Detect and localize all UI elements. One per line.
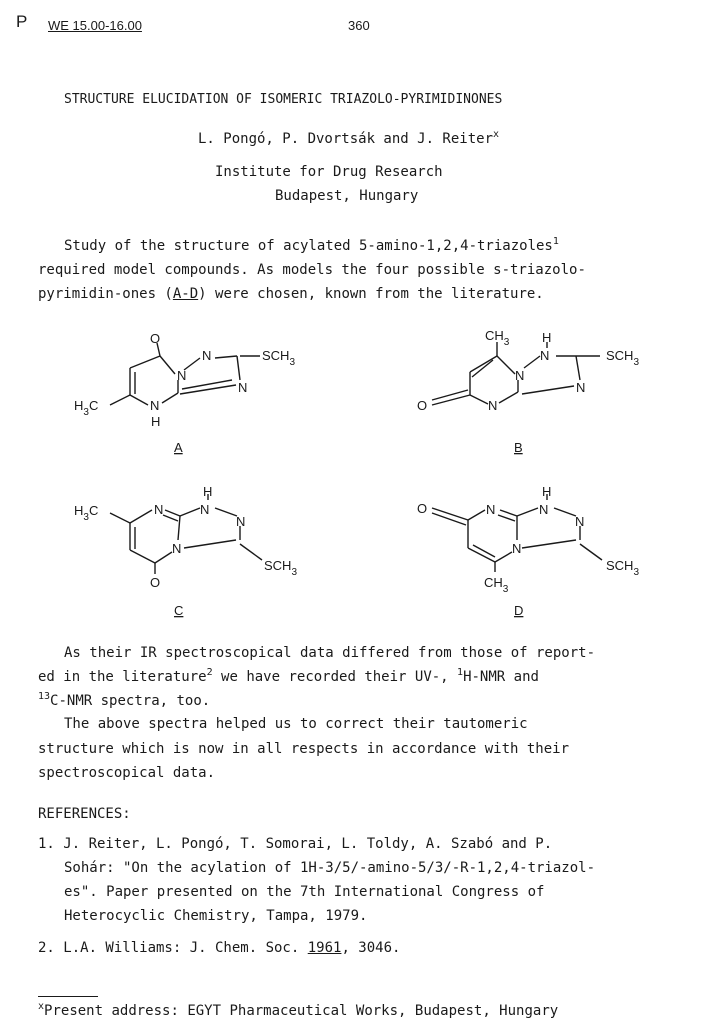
- a-atom-o: O: [150, 331, 161, 346]
- structure-a: [74, 331, 295, 455]
- a-group-h3c: $H_3C$: [74, 398, 99, 418]
- body-p1-line-1: As their IR spectroscopical data differed from those of report-: [64, 645, 596, 661]
- d-atom-o: O: [417, 501, 428, 516]
- b-atom-o: O: [417, 398, 428, 413]
- d-atom-n4: N: [512, 541, 522, 556]
- body-p1-line-3-text: C-NMR spectra, too.: [50, 693, 211, 709]
- reference-2-post: , 3046.: [341, 940, 401, 956]
- author-footnote-mark: x: [493, 129, 500, 140]
- c-atom-n4: N: [172, 541, 182, 556]
- institute: Institute for Drug Research: [215, 164, 443, 180]
- section-letter: P: [16, 12, 28, 31]
- d-atom-n2: N: [539, 502, 549, 517]
- b-atom-n1: N: [515, 368, 525, 383]
- intro-line-1-text: Study of the structure of acylated 5-amino-1,2,4-triazoles: [64, 238, 553, 254]
- c-atom-h: H: [203, 484, 213, 499]
- city: Budapest, Hungary: [275, 188, 419, 204]
- b-atom-n2: N: [540, 348, 550, 363]
- b-group-sch3: $SCH_3$: [606, 348, 640, 368]
- a-atom-n1: N: [177, 368, 187, 383]
- footnote-text: Present address: EGYT Pharmaceutical Works, Budapest, Hungary: [44, 1003, 559, 1019]
- intro-line-3-post: ) were chosen, known from the literature.: [198, 286, 544, 302]
- footnote: [38, 1003, 558, 1019]
- c-atom-o: O: [150, 575, 161, 590]
- reference-1-line-2: Sohár: "On the acylation of 1H-3/5/-amino-5/3/-R-1,2,4-triazol-: [64, 860, 596, 876]
- reference-1-line-3: es". Paper presented on the 7th International Congress of: [64, 884, 545, 900]
- d-group-sch3: $SCH_3$: [606, 558, 640, 578]
- body-p1-line-2-post: H-NMR and: [463, 669, 539, 685]
- nmr-superscript-1: 1: [457, 667, 464, 678]
- body-p1-line-3: [38, 693, 210, 709]
- structure-label-b: B: [514, 440, 523, 455]
- reference-1-line-1: 1. J. Reiter, L. Pongó, T. Somorai, L. Toldy, A. Szabó and P.: [38, 836, 553, 852]
- structure-label-d: D: [514, 603, 524, 618]
- body-p1-line-2-mid: we have recorded their UV-,: [212, 669, 458, 685]
- references-heading: REFERENCES:: [38, 806, 131, 822]
- d-group-ch3: $CH_3$: [484, 575, 509, 595]
- body-p1-line-2: [38, 669, 539, 685]
- structure-label-c: C: [174, 603, 184, 618]
- a-atom-nh: N: [150, 398, 160, 413]
- body-p2-line-2: structure which is now in all respects in accordance with their: [38, 741, 570, 757]
- nmr-superscript-13: 13: [38, 691, 51, 702]
- body-p2-line-1: The above spectra helped us to correct their tautomeric: [64, 716, 528, 732]
- citation-2: 2: [206, 667, 213, 678]
- footnote-rule: [38, 996, 98, 997]
- body-p2-line-3: spectroscopical data.: [38, 765, 216, 781]
- d-atom-n1: N: [486, 502, 496, 517]
- authors-text: L. Pongó, P. Dvortsák and J. Reiter: [198, 131, 494, 147]
- a-atom-n2: N: [202, 348, 212, 363]
- b-group-ch3: $CH_3$: [485, 328, 510, 348]
- page-number: 360: [348, 18, 370, 33]
- reference-2: [38, 940, 400, 956]
- intro-line-3-pre: pyrimidin-ones (: [38, 286, 173, 302]
- structure-b: [417, 328, 639, 455]
- body-p1-line-2-pre: ed in the literature: [38, 669, 207, 685]
- c-group-sch3: $SCH_3$: [264, 558, 298, 578]
- b-atom-h: H: [542, 330, 552, 345]
- session-time: WE 15.00-16.00: [48, 18, 142, 33]
- c-atom-n1: N: [154, 502, 164, 517]
- b-atom-n3: N: [576, 380, 586, 395]
- c-group-h3c: $H_3C$: [74, 503, 99, 523]
- reference-2-year: 1961: [307, 940, 342, 956]
- structure-c: [74, 484, 297, 618]
- a-group-sch3: $SCH_3$: [262, 348, 296, 368]
- reference-2-pre: 2. L.A. Williams: J. Chem. Soc.: [38, 940, 308, 956]
- c-atom-n2: N: [200, 502, 210, 517]
- a-atom-h: H: [151, 414, 161, 429]
- compound-range: A-D: [172, 286, 199, 302]
- b-atom-n4: N: [488, 398, 498, 413]
- d-atom-n3: N: [575, 514, 585, 529]
- structure-label-a: A: [174, 440, 183, 455]
- c-atom-n3: N: [236, 514, 246, 529]
- footnote-mark: x: [38, 1001, 45, 1012]
- structure-d: [417, 484, 639, 618]
- reference-1-line-4: Heterocyclic Chemistry, Tampa, 1979.: [64, 908, 368, 924]
- a-atom-n3: N: [238, 380, 248, 395]
- citation-1: 1: [552, 236, 559, 247]
- intro-line-2: required model compounds. As models the four possible s-triazolo-: [38, 262, 586, 278]
- d-atom-h: H: [542, 484, 552, 499]
- paper-title: STRUCTURE ELUCIDATION OF ISOMERIC TRIAZOLO-PYRIMIDINONES: [64, 92, 503, 107]
